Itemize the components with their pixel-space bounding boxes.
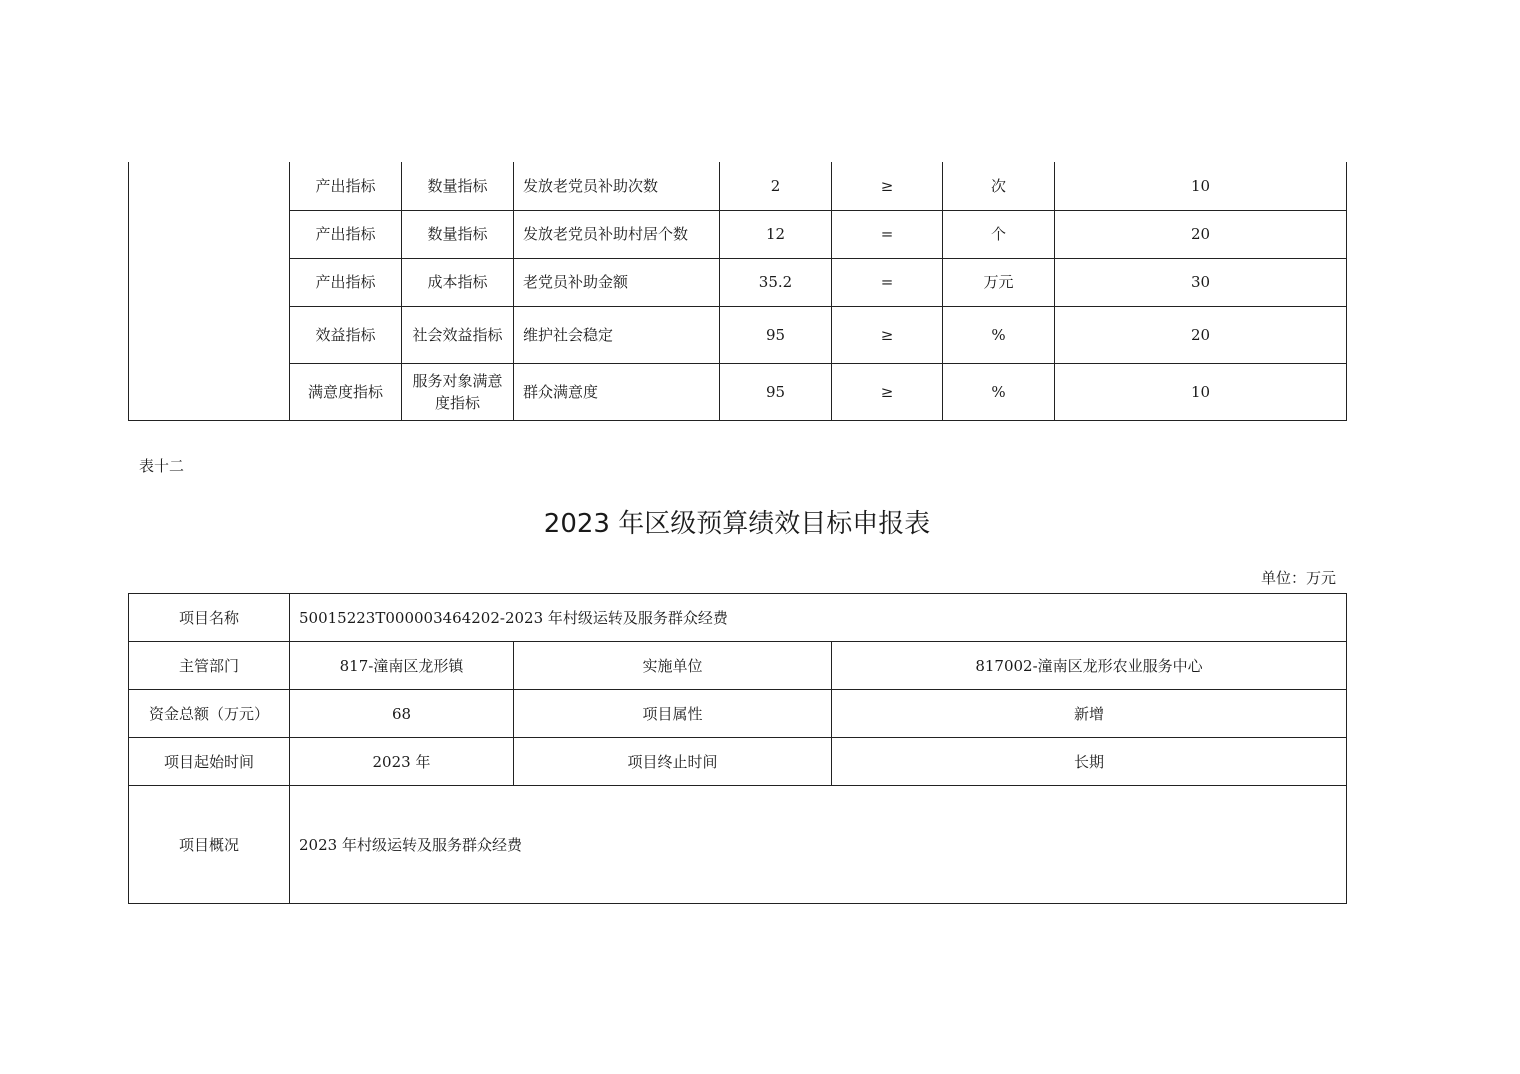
funds-value: 68	[290, 690, 514, 738]
impl-value: 817002-潼南区龙形农业服务中心	[832, 642, 1347, 690]
table-row	[129, 786, 1347, 904]
end-value: 长期	[832, 738, 1347, 786]
table-row	[129, 642, 1347, 690]
project-name-value: 50015223T000003464202-2023 年村级运转及服务群众经费	[290, 594, 1347, 642]
level1-cell: 产出指标	[290, 210, 402, 258]
attr-value: 新增	[832, 690, 1347, 738]
operator-cell: =	[832, 210, 943, 258]
impl-label: 实施单位	[514, 642, 832, 690]
weight-cell: 20	[1055, 306, 1347, 363]
weight-cell: 20	[1055, 210, 1347, 258]
indicator-cell: 群众满意度	[514, 363, 720, 420]
indicator-cell: 发放老党员补助次数	[514, 162, 720, 210]
table-row	[129, 162, 1347, 210]
level1-cell: 满意度指标	[290, 363, 402, 420]
unit-cell: 万元	[943, 258, 1055, 306]
performance-indicator-table	[128, 162, 1347, 421]
overview-label: 项目概况	[129, 786, 290, 904]
value-cell: 12	[720, 210, 832, 258]
table-caption: 表十二	[139, 457, 185, 475]
weight-cell: 10	[1055, 162, 1347, 210]
table-row	[129, 363, 1347, 420]
unit-label: 单位：万元	[1260, 569, 1336, 587]
level2-cell: 服务对象满意度指标	[402, 363, 514, 420]
merged-blank-cell	[129, 162, 290, 420]
value-cell: 95	[720, 306, 832, 363]
operator-cell: ≥	[832, 363, 943, 420]
end-label: 项目终止时间	[514, 738, 832, 786]
level1-cell: 效益指标	[290, 306, 402, 363]
funds-label: 资金总额（万元）	[129, 690, 290, 738]
project-name-label: 项目名称	[129, 594, 290, 642]
project-info-table	[128, 593, 1347, 904]
table-row	[129, 594, 1347, 642]
unit-cell: %	[943, 306, 1055, 363]
table-row	[129, 690, 1347, 738]
level1-cell: 产出指标	[290, 162, 402, 210]
unit-cell: 次	[943, 162, 1055, 210]
level2-cell: 成本指标	[402, 258, 514, 306]
weight-cell: 10	[1055, 363, 1347, 420]
level2-cell: 数量指标	[402, 162, 514, 210]
unit-cell: %	[943, 363, 1055, 420]
table-row	[129, 210, 1347, 258]
dept-value: 817-潼南区龙形镇	[290, 642, 514, 690]
indicator-cell: 老党员补助金额	[514, 258, 720, 306]
table-row	[129, 306, 1347, 363]
unit-cell: 个	[943, 210, 1055, 258]
weight-cell: 30	[1055, 258, 1347, 306]
table-row	[129, 258, 1347, 306]
page-title: 2023 年区级预算绩效目标申报表	[543, 509, 931, 539]
start-value: 2023 年	[290, 738, 514, 786]
value-cell: 95	[720, 363, 832, 420]
operator-cell: ≥	[832, 306, 943, 363]
overview-value: 2023 年村级运转及服务群众经费	[290, 786, 1347, 904]
operator-cell: =	[832, 258, 943, 306]
level2-cell: 社会效益指标	[402, 306, 514, 363]
table-row	[129, 738, 1347, 786]
dept-label: 主管部门	[129, 642, 290, 690]
level1-cell: 产出指标	[290, 258, 402, 306]
indicator-cell: 发放老党员补助村居个数	[514, 210, 720, 258]
level2-cell: 数量指标	[402, 210, 514, 258]
operator-cell: ≥	[832, 162, 943, 210]
value-cell: 35.2	[720, 258, 832, 306]
start-label: 项目起始时间	[129, 738, 290, 786]
indicator-cell: 维护社会稳定	[514, 306, 720, 363]
attr-label: 项目属性	[514, 690, 832, 738]
value-cell: 2	[720, 162, 832, 210]
